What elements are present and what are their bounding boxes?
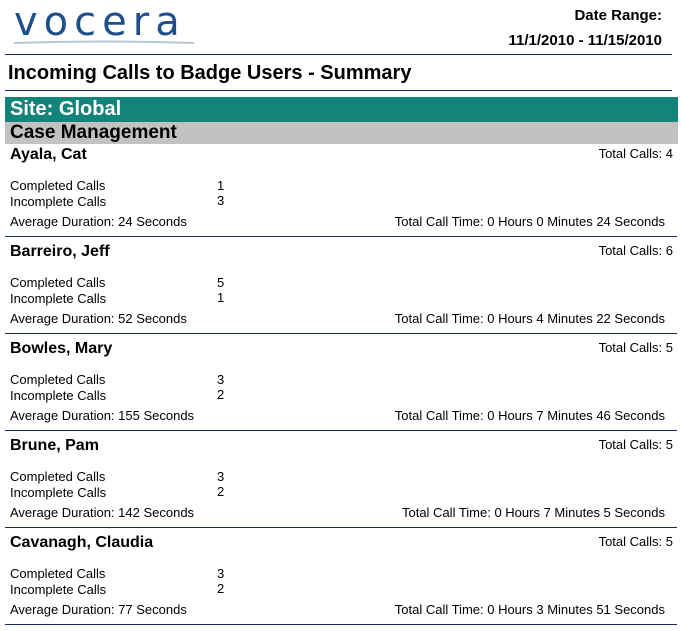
site-header: Site: Global	[5, 97, 678, 122]
total-call-time: Total Call Time: 0 Hours 7 Minutes 46 Seconds	[394, 408, 665, 423]
user-name: Bowles, Mary	[10, 340, 113, 357]
total-calls: Total Calls: 5	[598, 437, 673, 452]
average-duration: Average Duration: 24 Seconds	[10, 214, 187, 229]
total-call-time: Total Call Time: 0 Hours 7 Minutes 5 Seconds	[401, 505, 665, 520]
average-duration: Average Duration: 142 Seconds	[10, 505, 195, 520]
average-duration: Average Duration: 155 Seconds	[10, 408, 195, 423]
department-header: Case Management	[5, 122, 678, 144]
user-summary	[0, 532, 682, 629]
total-call-time: Total Call Time: 0 Hours 0 Minutes 24 Seconds	[394, 214, 665, 229]
row-divider	[5, 333, 677, 334]
user-summary	[0, 144, 682, 241]
completed-calls-label: Completed Calls	[10, 178, 106, 193]
incomplete-calls-label: Incomplete Calls	[10, 485, 107, 500]
completed-calls-value: 1	[217, 178, 225, 193]
average-duration: Average Duration: 52 Seconds	[10, 311, 187, 326]
logo-swoosh	[14, 40, 194, 46]
title-divider	[5, 90, 672, 91]
completed-calls-label: Completed Calls	[10, 372, 106, 387]
row-divider	[5, 624, 677, 625]
user-summary	[0, 241, 682, 338]
completed-calls-value: 3	[217, 372, 225, 387]
incomplete-calls-value: 2	[217, 581, 225, 596]
incomplete-calls-value: 1	[217, 290, 225, 305]
total-calls: Total Calls: 5	[598, 340, 673, 355]
user-name: Barreiro, Jeff	[10, 243, 110, 260]
header-divider	[5, 54, 672, 55]
user-name: Cavanagh, Claudia	[10, 534, 154, 551]
incomplete-calls-label: Incomplete Calls	[10, 291, 107, 306]
incomplete-calls-label: Incomplete Calls	[10, 582, 107, 597]
incomplete-calls-value: 3	[217, 193, 225, 208]
total-calls: Total Calls: 5	[598, 534, 673, 549]
completed-calls-label: Completed Calls	[10, 566, 106, 581]
average-duration: Average Duration: 77 Seconds	[10, 602, 187, 617]
date-range-value: 11/1/2010 - 11/15/2010	[508, 32, 662, 49]
user-summary	[0, 338, 682, 435]
row-divider	[5, 236, 677, 237]
incomplete-calls-value: 2	[217, 387, 225, 402]
completed-calls-value: 5	[217, 275, 225, 290]
incomplete-calls-value: 2	[217, 484, 225, 499]
vocera-logo: vocera	[14, 0, 186, 45]
total-call-time: Total Call Time: 0 Hours 4 Minutes 22 Seconds	[394, 311, 665, 326]
incomplete-calls-label: Incomplete Calls	[10, 388, 107, 403]
user-summary	[0, 435, 682, 532]
completed-calls-value: 3	[217, 566, 225, 581]
total-calls: Total Calls: 4	[598, 146, 673, 161]
user-name: Brune, Pam	[10, 437, 99, 454]
report-title: Incoming Calls to Badge Users - Summary	[8, 62, 412, 84]
user-name: Ayala, Cat	[10, 146, 87, 163]
total-call-time: Total Call Time: 0 Hours 3 Minutes 51 Seconds	[394, 602, 665, 617]
completed-calls-label: Completed Calls	[10, 275, 106, 290]
total-calls: Total Calls: 6	[598, 243, 673, 258]
row-divider	[5, 430, 677, 431]
completed-calls-value: 3	[217, 469, 225, 484]
date-range-label: Date Range:	[574, 7, 662, 24]
row-divider	[5, 527, 677, 528]
completed-calls-label: Completed Calls	[10, 469, 106, 484]
incomplete-calls-label: Incomplete Calls	[10, 194, 107, 209]
